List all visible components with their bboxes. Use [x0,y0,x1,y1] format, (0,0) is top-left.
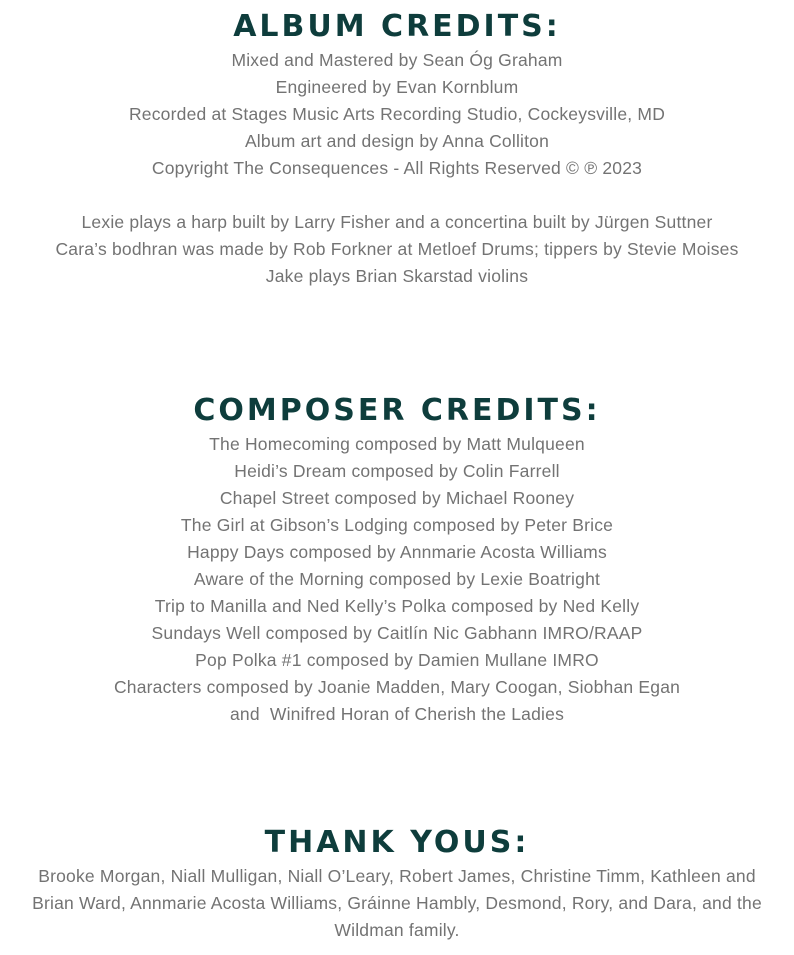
credit-line: Recorded at Stages Music Arts Recording Studio, Cockeysville, MD [128,104,666,124]
credit-line: Engineered by Evan Kornblum [275,77,519,97]
composer-line: Aware of the Morning composed by Lexie Boatright [193,569,601,589]
copyright-line: Copyright The Consequences - All Rights Reserved © ℗ 2023 [151,158,643,178]
composer-line: Chapel Street composed by Michael Rooney [219,488,575,508]
album-credits-section [0,7,794,290]
composer-line: and Winifred Horan of Cherish the Ladies [229,704,565,724]
composer-credits-heading: COMPOSER CREDITS: [193,393,601,428]
composer-line: Sundays Well composed by Caitlín Nic Gabhann IMRO/RAAP [151,623,643,643]
credit-line: Album art and design by Anna Colliton [244,131,550,151]
instrument-line: Lexie plays a harp built by Larry Fisher and a concertina built by Jürgen Suttner [81,212,713,232]
composer-line: Pop Polka #1 composed by Damien Mullane IMRO [195,650,599,670]
thank-yous-heading: THANK YOUS: [264,825,530,860]
composer-line: The Homecoming composed by Matt Mulqueen [209,434,585,454]
instrument-line: Jake plays Brian Skarstad violins [265,266,529,286]
thank-yous-text: Brooke Morgan, Niall Mulligan, Niall O’Leary, Robert James, Christine Timm, Kathleen and Brian Ward, Annmarie Acosta Williams, Gráinne Hambly, Desmond, Rory, and Dara, and the Wildman family. [32,866,762,940]
composer-line: The Girl at Gibson’s Lodging composed by Peter Brice [180,515,614,535]
composer-line: Happy Days composed by Annmarie Acosta Williams [187,542,607,562]
spacer [0,182,794,209]
composer-line: Heidi’s Dream composed by Colin Farrell [234,461,560,481]
thank-yous-section [0,823,794,944]
album-credits-heading: ALBUM CREDITS: [233,9,561,44]
composer-line: Characters composed by Joanie Madden, Mary Coogan, Siobhan Egan [113,677,681,697]
credit-line: Mixed and Mastered by Sean Óg Graham [231,50,563,70]
composer-credits-section [0,391,794,728]
instrument-line: Cara’s bodhran was made by Rob Forkner at Metloef Drums; tippers by Stevie Moises [55,239,739,259]
composer-line: Trip to Manilla and Ned Kelly’s Polka composed by Ned Kelly [154,596,640,616]
